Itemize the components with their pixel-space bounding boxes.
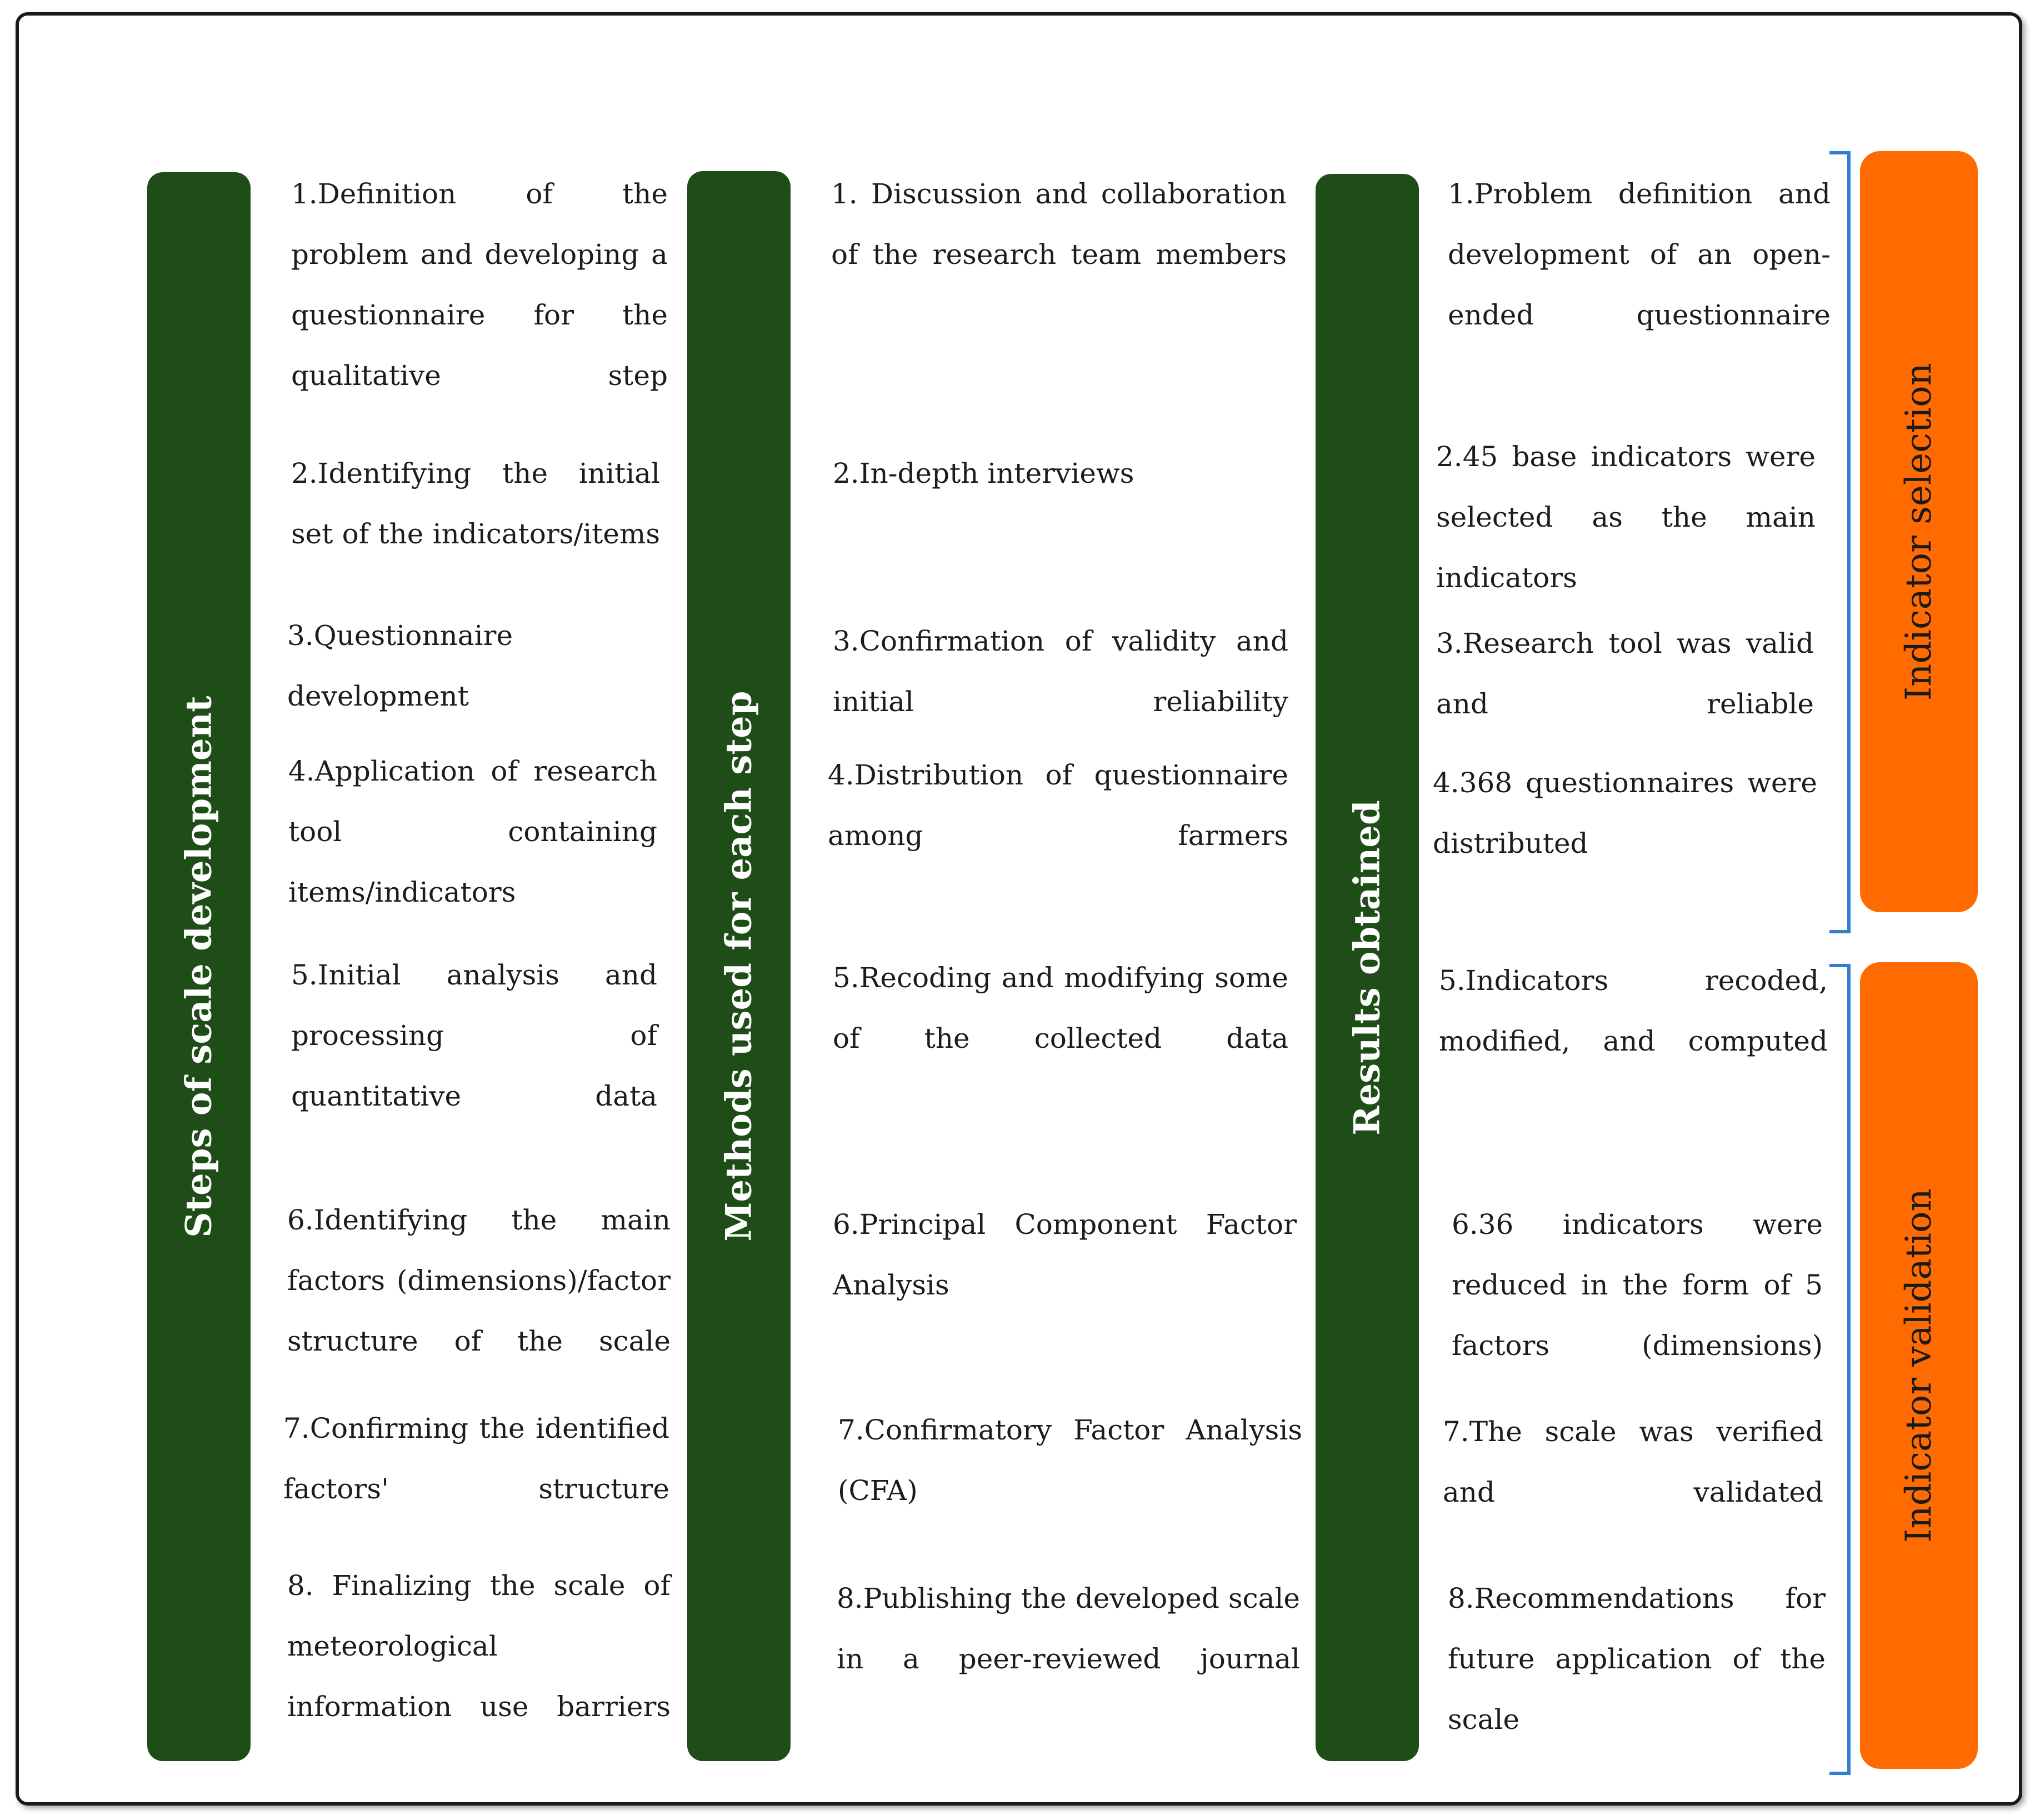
step-item: 1.Definition of the problem and developing a questionnaire for the qualitative step [291,178,668,392]
phase-bar-validation [1860,962,1978,1769]
result-item: 6.36 indicators were reduced in the form of 5 factors (dimensions) [1452,1208,1823,1362]
brace-selection [1828,147,1861,936]
step-item: 8. Finalizing the scale of meteorological information use barriers [287,1569,671,1723]
method-item: 4.Distribution of questionnaire among farmers [828,759,1288,852]
steps-column-label: Steps of scale development [178,696,220,1238]
step-item: 3.Questionnaire development [287,619,513,712]
step-item: 2.Identifying the initial set of the indicators/items [291,457,660,550]
brace-validation [1828,960,1861,1782]
result-item: 2.45 base indicators were selected as the main indicators [1436,441,1816,594]
step-item: 4.Application of research tool containing items/indicators [288,755,657,908]
result-item: 4.368 questionnaires were distributed [1433,767,1817,859]
result-item: 5.Indicators recoded, modified, and computed [1439,964,1828,1057]
method-item: 3.Confirmation of validity and initial reliability [833,625,1288,718]
method-item: 1. Discussion and collaboration of the research team members [831,178,1287,271]
method-item: 2.In-depth interviews [833,457,1134,489]
phase-label-validation: Indicator validation [1898,1188,1939,1543]
step-item: 5.Initial analysis and processing of quantitative data [291,959,657,1112]
result-item: 1.Problem definition and development of an open-ended questionnaire [1448,178,1831,331]
result-item: 8.Recommendations for future application of the scale [1448,1582,1826,1736]
result-item: 7.The scale was verified and validated [1443,1416,1823,1508]
methods-column-label: Methods used for each step [718,691,760,1242]
result-item: 3.Research tool was valid and reliable [1436,627,1814,720]
method-item: 6.Principal Component Factor Analysis [833,1208,1297,1301]
step-item: 6.Identifying the main factors (dimensions)/factor structure of the scale [287,1204,671,1357]
step-item: 7.Confirming the identified factors' structure [283,1412,669,1505]
phase-label-selection: Indicator selection [1898,363,1939,701]
method-item: 7.Confirmatory Factor Analysis (CFA) [838,1414,1302,1507]
phase-bar-selection [1860,151,1978,912]
steps-column-bar [147,172,251,1761]
method-item: 8.Publishing the developed scale in a peer-reviewed journal [837,1582,1300,1675]
methods-column-bar [687,171,791,1761]
results-column-bar [1316,174,1419,1761]
method-item: 5.Recoding and modifying some of the collected data [833,962,1288,1054]
results-column-label: Results obtained [1346,799,1388,1136]
